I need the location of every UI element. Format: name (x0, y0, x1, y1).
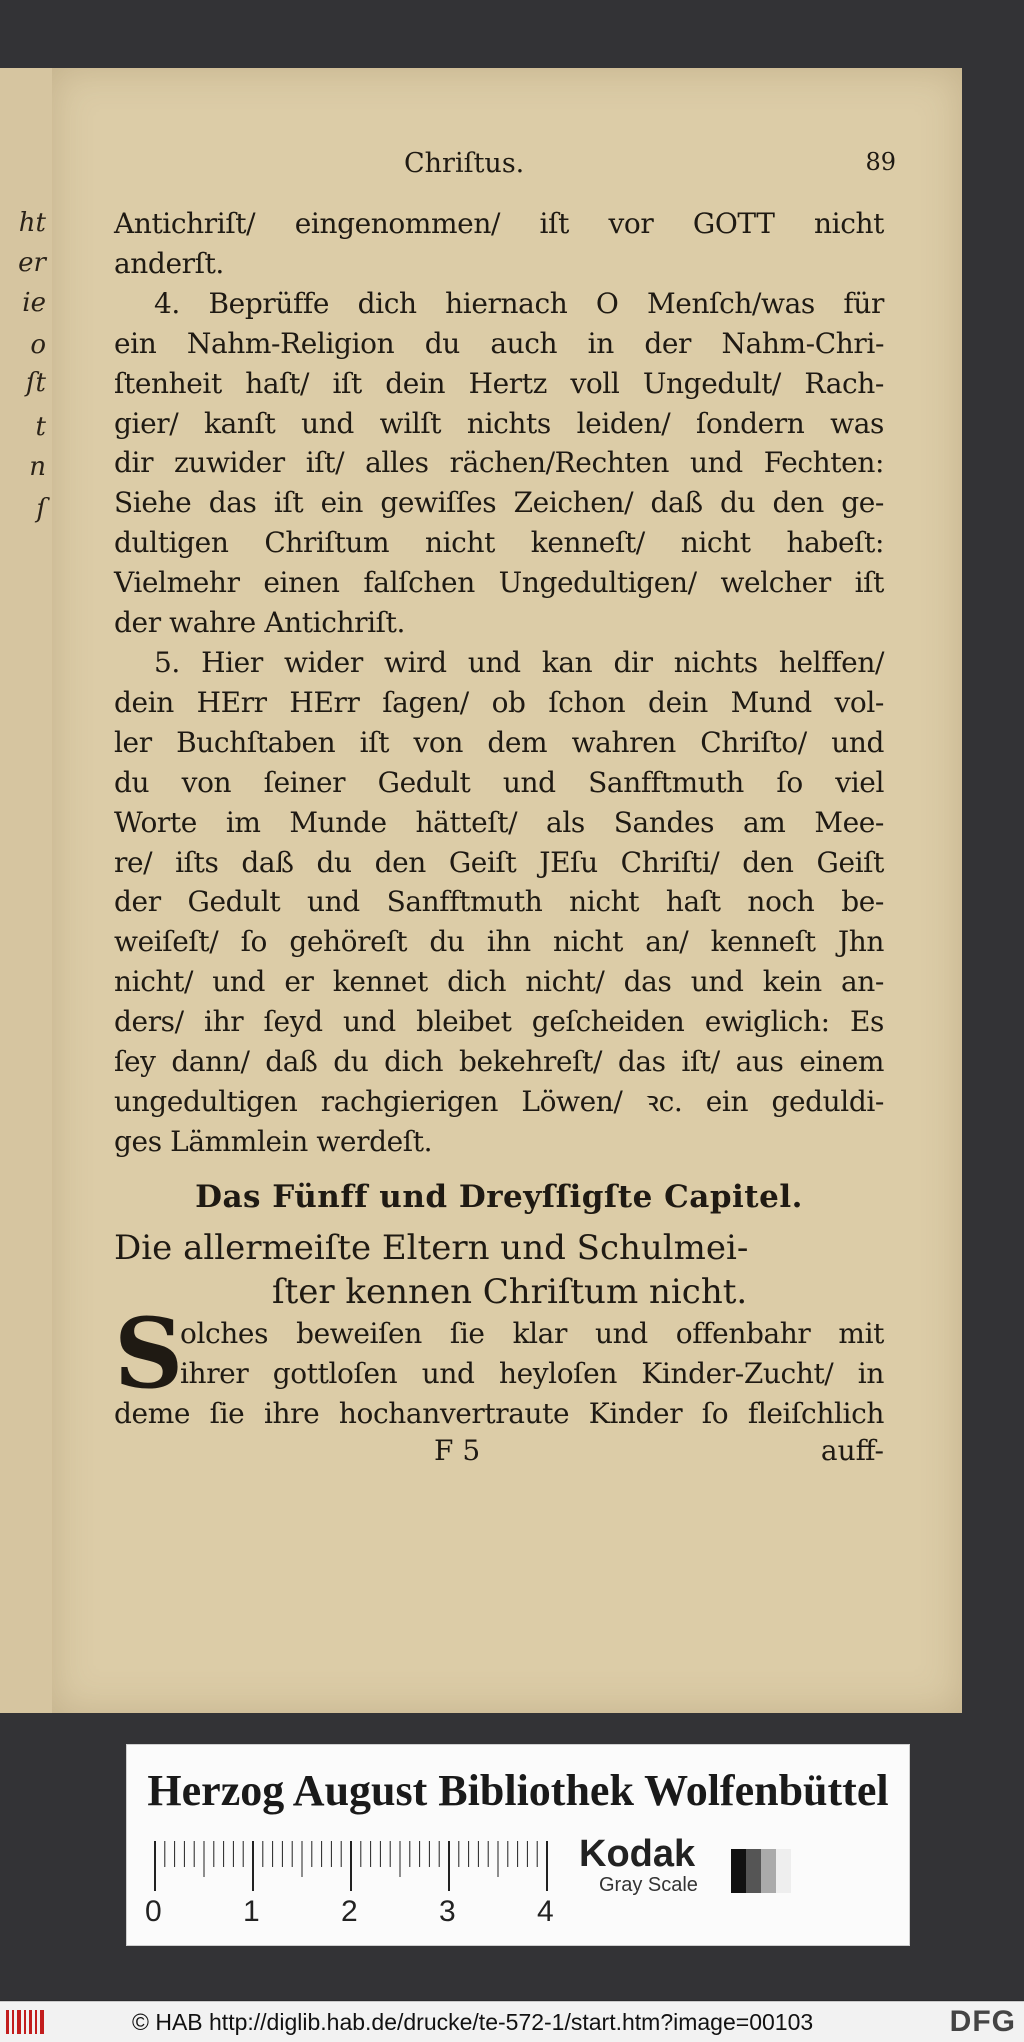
facing-page-fragment: ſt (25, 368, 46, 398)
text-line: nicht/ und er kennet dich nicht/ das und kein an- (114, 965, 884, 999)
barcode-icon (6, 2010, 48, 2034)
facing-page-fragment: er (18, 248, 46, 278)
viewer-footer (0, 2001, 1024, 2042)
gray-scale-label: Gray Scale (599, 1874, 698, 1896)
dfg-logo: DFG (949, 2005, 1016, 2038)
drop-cap-initial: S (114, 1296, 184, 1410)
book-page (52, 68, 962, 1713)
text-line: olches beweiſen ſie klar und offenbahr mit (180, 1316, 884, 1350)
text-line: ein Nahm-Religion du auch in der Nahm-Chri- (114, 326, 884, 360)
text-line: dir zuwider iſt/ alles rächen/Rechten und Fechten: (114, 446, 884, 480)
kodak-label (579, 1833, 698, 1897)
copyright-url[interactable]: © HAB http://diglib.hab.de/drucke/te-572-1/start.htm?image=00103 (132, 2009, 814, 2035)
text-line: deme ſie ihre hochanvertraute Kinder ſo fleiſchlich (114, 1396, 884, 1430)
catchword: auff- (820, 1433, 884, 1467)
library-name: Herzog August Bibliothek Wolfenbüttel (147, 1766, 889, 1815)
text-line: der wahre Antichriſt. (114, 606, 405, 640)
text-line: du von ſeiner Gedult und Sanfftmuth ſo viel (114, 765, 884, 799)
text-line: Vielmehr einen falſchen Ungedultigen/ welcher iſt (114, 566, 884, 600)
facing-page-edge (0, 68, 55, 1713)
chapter-heading: Das Fünff und Dreyſſigſte Capitel. (195, 1178, 803, 1215)
opening-paragraph-lines (180, 1314, 884, 1394)
chapter-subheading-line: Die allermeiſte Eltern und Schulmei- (114, 1227, 749, 1268)
text-line: 5. Hier wider wird und kan dir nichts helffen/ (154, 645, 884, 679)
text-line: ihrer gottloſen und heyloſen Kinder-Zucht/ in (180, 1356, 884, 1390)
text-line: anderſt. (114, 246, 224, 280)
text-line: ges Lämmlein werdeſt. (114, 1124, 433, 1158)
gray-scale-chip (731, 1849, 791, 1893)
text-line: ſey dann/ daß du dich bekehreſt/ das iſt/ aus einem (114, 1045, 884, 1079)
facing-page-fragment: o (30, 330, 46, 360)
text-line: weiſeſt/ ſo gehöreſt du ihn nicht an/ kenneſt Jhn (114, 925, 884, 959)
page-number: 89 (865, 148, 896, 176)
facing-page-fragment: t (35, 412, 46, 442)
opening-paragraph (114, 1296, 884, 1410)
facing-page-fragment: ht (18, 208, 46, 238)
page-footer-marks (114, 1434, 884, 1478)
text-line: Worte im Munde hätteſt/ als Sandes am Mee- (114, 805, 884, 839)
text-line: ler Buchſtaben iſt von dem wahren Chriſto/ und (114, 725, 884, 759)
text-line: 4. Beprüffe dich hiernach O Menſch/was für (154, 286, 884, 320)
text-line: ſtenheit haſt/ iſt dein Hertz voll Ungedult/ Rach- (114, 366, 884, 400)
text-line: dein HErr HErr ſagen/ ob ſchon dein Mund vol- (114, 685, 884, 719)
library-color-card (126, 1744, 910, 1946)
signature-mark: F 5 (434, 1433, 481, 1467)
text-line: ders/ ihr ſeyd und bleibet geſcheiden ewiglich: Es (114, 1005, 884, 1039)
text-line: re/ iſts daß du den Geiſt JEſu Chriſti/ den Geiſt (114, 845, 884, 879)
ruler-label: 2 (341, 1895, 358, 1928)
text-line: dultigen Chriſtum nicht kenneſt/ nicht habeſt: (114, 526, 884, 560)
page-text-block (114, 148, 896, 1478)
ruler-label: 3 (439, 1895, 456, 1928)
text-line: Siehe das iſt ein gewiſſes Zeichen/ daß du den ge- (114, 486, 884, 520)
text-line: gier/ kanſt und wilſt nichts leiden/ ſondern was (114, 406, 884, 440)
facing-page-fragment: ſ (36, 494, 46, 524)
running-head (114, 148, 896, 204)
chapter-subheading-line: ſter kennen Chriſtum nicht. (272, 1271, 748, 1312)
running-head-title: Chriſtus. (404, 148, 525, 179)
ruler-label: 4 (537, 1895, 554, 1928)
ruler-label: 0 (145, 1895, 162, 1928)
body-text (114, 204, 884, 1162)
facing-page-fragment: ie (22, 288, 46, 318)
text-line: der Gedult und Sanfftmuth nicht haſt noch be- (114, 885, 884, 919)
text-line: Antichriſt/ eingenommen/ iſt vor GOTT nicht (114, 207, 884, 240)
text-line: ungedultigen rachgierigen Löwen/ ꝛc. ein geduldi- (114, 1084, 884, 1118)
facing-page-fragment: n (29, 452, 46, 482)
kodak-brand: Kodak (579, 1833, 696, 1875)
ruler-label: 1 (243, 1895, 260, 1928)
